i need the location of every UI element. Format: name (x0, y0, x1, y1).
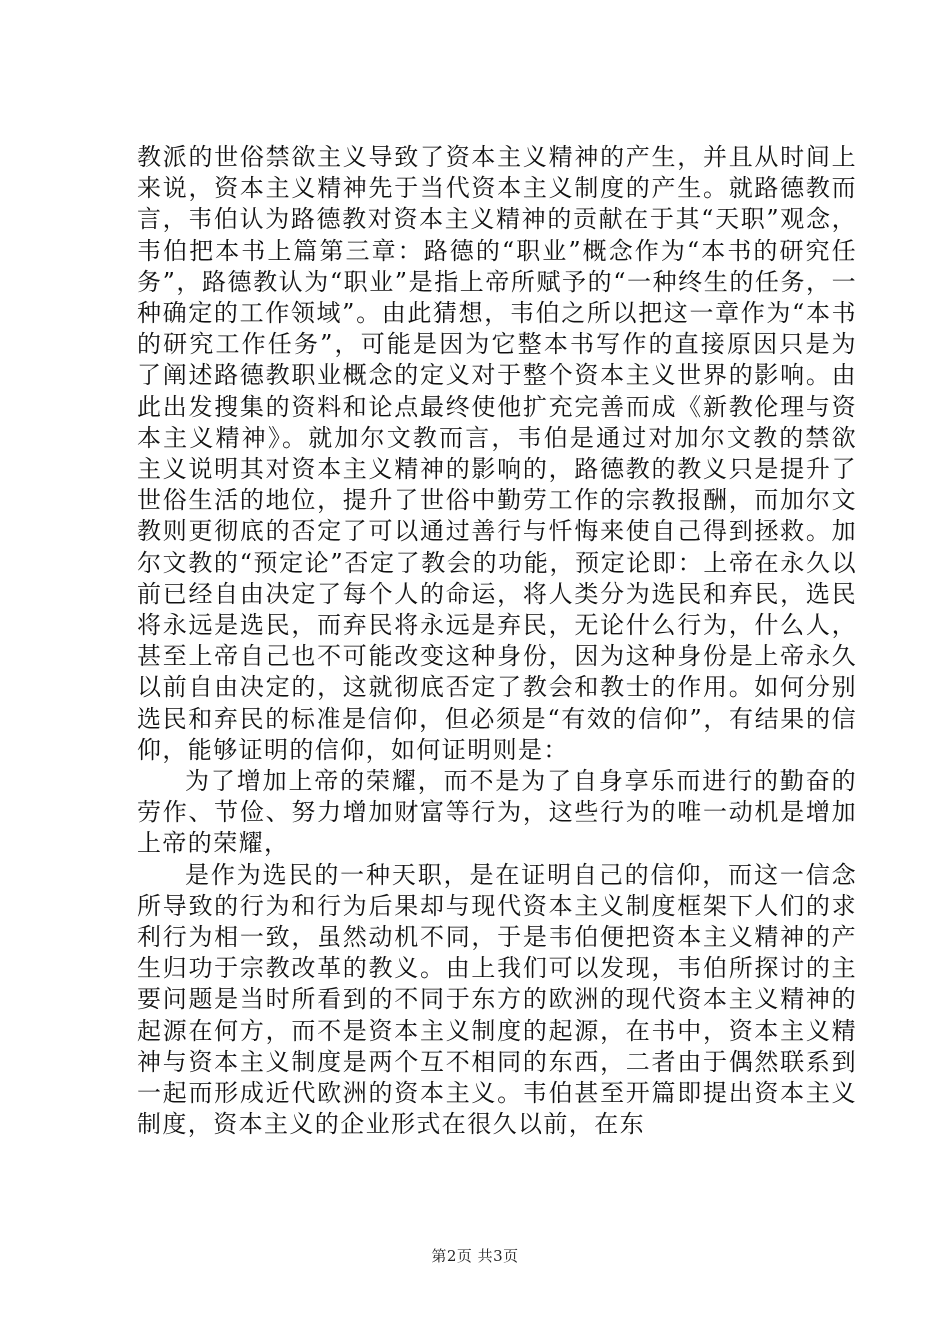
page-number-footer: 第2页 共3页 (431, 1247, 519, 1265)
paragraph-2: 为了增加上帝的荣耀，而不是为了自身享乐而进行的勤奋的劳作、节俭、努力增加财富等行为，这些行为的唯一动机是增加上帝的荣耀， (137, 767, 857, 858)
document-body (137, 142, 857, 1141)
paragraph-3: 是作为选民的一种天职，是在证明自己的信仰，而这一信念所导致的行为和行为后果却与现代资本主义制度框架下人们的求利行为相一致，虽然动机不同，于是韦伯便把资本主义精神的产生归功于宗教改革的教义。由上我们可以发现，韦伯所探讨的主要问题是当时所看到的不同于东方的欧洲的现代资本主义精神的起源在何方，而不是资本主义制度的起源，在书中，资本主义精神与资本主义制度是两个互不相同的东西，二者由于偶然联系到一起而形成近代欧洲的资本主义。韦伯甚至开篇即提出资本主义制度，资本主义的企业形式在很久以前，在东 (137, 860, 857, 1139)
paragraph-1: 教派的世俗禁欲主义导致了资本主义精神的产生，并且从时间上来说，资本主义精神先于当代资本主义制度的产生。就路德教而言，韦伯认为路德教对资本主义精神的贡献在于其“天职”观念，韦伯把本书上篇第三章：路德的“职业”概念作为“本书的研究任务”，路德教认为“职业”是指上帝所赋予的“一种终生的任务，一种确定的工作领域”。由此猜想，韦伯之所以把这一章作为“本书的研究工作任务”，可能是因为它整本书写作的直接原因只是为了阐述路德教职业概念的定义对于整个资本主义世界的影响。由此出发搜集的资料和论点最终使他扩充完善而成《新教伦理与资本主义精神》。就加尔文教而言，韦伯是通过对加尔文教的禁欲主义说明其对资本主义精神的影响的，路德教的教义只是提升了世俗生活的地位，提升了世俗中勤劳工作的宗教报酬，而加尔文教则更彻底的否定了可以通过善行与忏悔来使自己得到拯救。加尔文教的“预定论”否定了教会的功能，预定论即：上帝在永久以前已经自由决定了每个人的命运，将人类分为选民和弃民，选民将永远是选民，而弃民将永远是弃民，无论什么行为，什么人，甚至上帝自己也不可能改变这种身份，因为这种身份是上帝永久以前自由决定的，这就彻底否定了教会和教士的作用。如何分别选民和弃民的标准是信仰，但必须是“有效的信仰”，有结果的信仰，能够证明的信仰，如何证明则是： (137, 143, 857, 764)
